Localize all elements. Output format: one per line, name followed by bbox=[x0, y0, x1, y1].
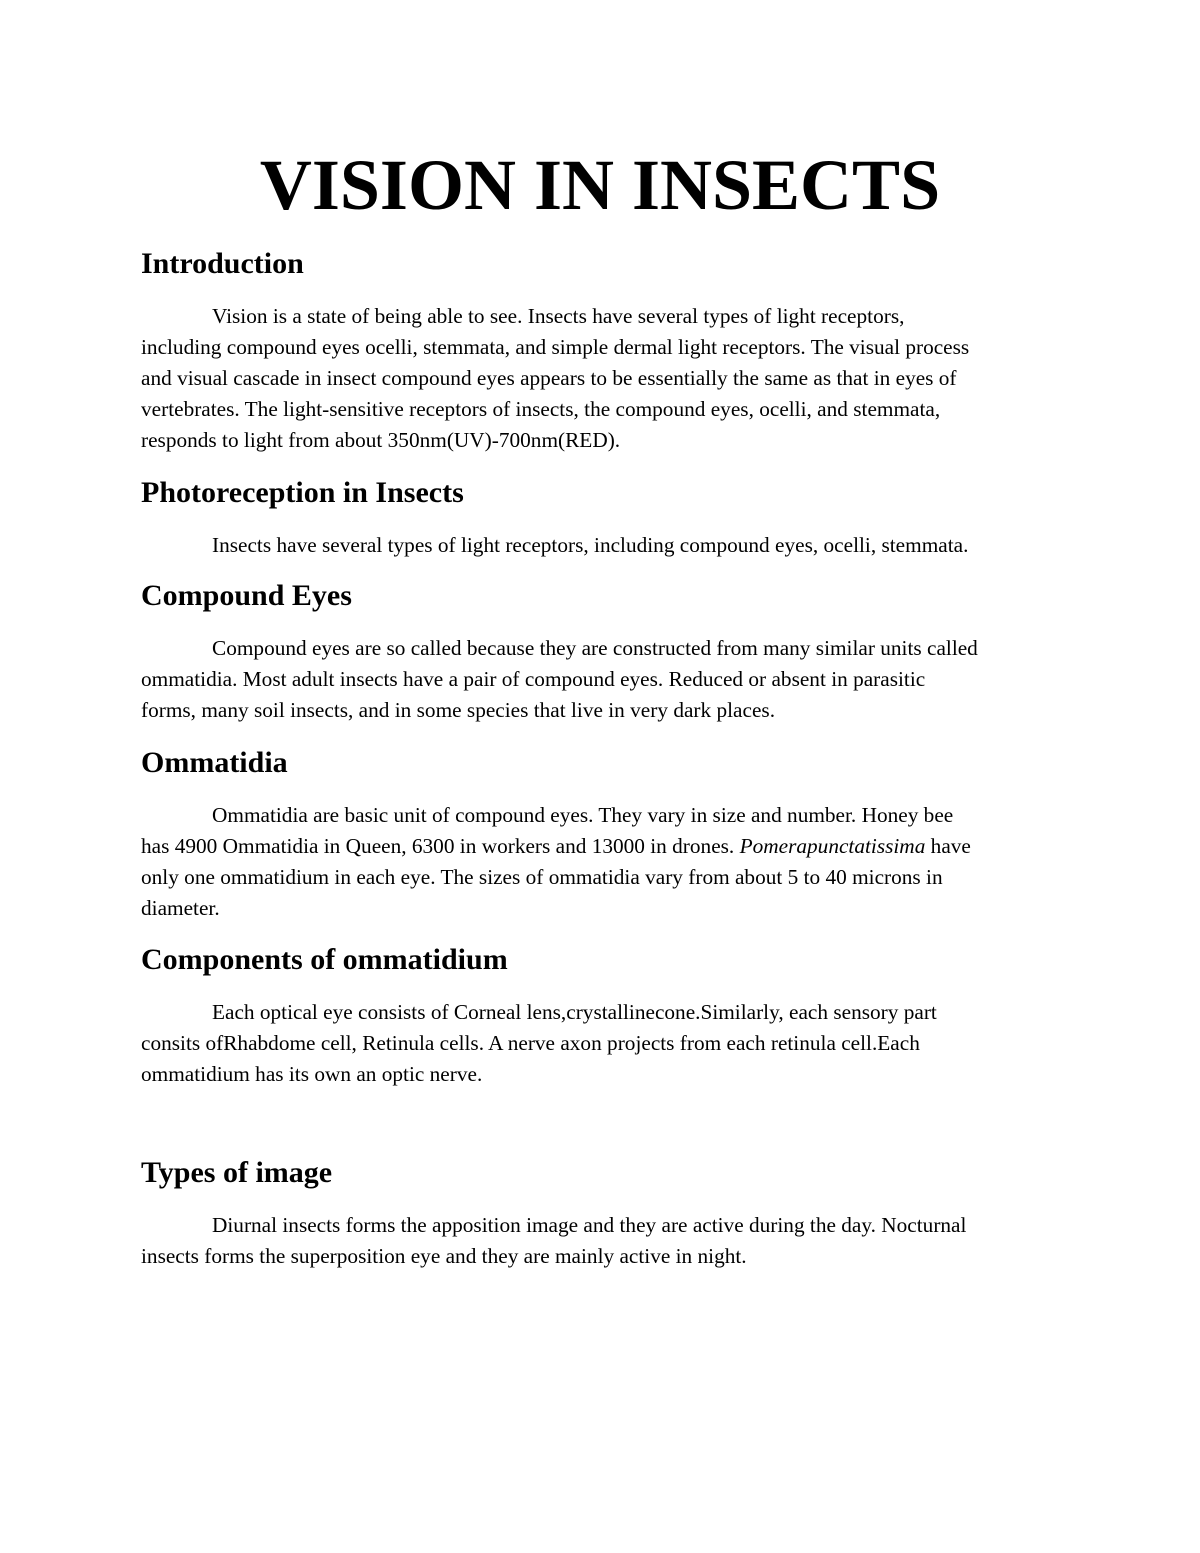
text-line-with-species bbox=[141, 831, 1061, 862]
text-line: and visual cascade in insect compound eyes appears to be essentially the same as that in eyes of bbox=[141, 366, 957, 390]
text-line: Vision is a state of being able to see. Insects have several types of light receptors, bbox=[212, 304, 905, 328]
paragraph-introduction bbox=[141, 301, 1061, 456]
text-line: Ommatidia are basic unit of compound eyes. They vary in size and number. Honey bee bbox=[212, 803, 954, 827]
text-line: responds to light from about 350nm(UV)-700nm(RED). bbox=[141, 428, 621, 452]
text-line: only one ommatidium in each eye. The sizes of ommatidia vary from about 5 to 40 microns in bbox=[141, 865, 943, 889]
text-line: Diurnal insects forms the apposition image and they are active during the day. Nocturnal bbox=[212, 1213, 967, 1237]
text-line: vertebrates. The light-sensitive receptors of insects, the compound eyes, ocelli, and stemmata, bbox=[141, 397, 941, 421]
heading-types-of-image: Types of image bbox=[141, 1156, 333, 1189]
text-line: Insects have several types of light receptors, including compound eyes, ocelli, stemmata. bbox=[212, 533, 969, 557]
text-line: ommatidium has its own an optic nerve. bbox=[141, 1062, 483, 1086]
paragraph-components-of-ommatidium bbox=[141, 997, 1061, 1090]
text-line: Compound eyes are so called because they are constructed from many similar units called bbox=[212, 636, 978, 660]
text-segment: have bbox=[925, 834, 971, 858]
text-line: insects forms the superposition eye and they are mainly active in night. bbox=[141, 1244, 747, 1268]
heading-components-of-ommatidium: Components of ommatidium bbox=[141, 943, 508, 976]
text-line: forms, many soil insects, and in some species that live in very dark places. bbox=[141, 698, 776, 722]
species-name: Pomerapunctatissima bbox=[739, 834, 926, 858]
text-segment: has 4900 Ommatidia in Queen, 6300 in workers and 13000 in drones. bbox=[141, 834, 740, 858]
paragraph-ommatidia bbox=[141, 800, 1061, 924]
text-line: ommatidia. Most adult insects have a pair of compound eyes. Reduced or absent in parasitic bbox=[141, 667, 926, 691]
document-title: VISION IN INSECTS bbox=[259, 145, 941, 225]
paragraph-compound-eyes bbox=[141, 633, 1061, 726]
text-line: diameter. bbox=[141, 896, 220, 920]
text-line: including compound eyes ocelli, stemmata, and simple dermal light receptors. The visual process bbox=[141, 335, 970, 359]
heading-ommatidia: Ommatidia bbox=[141, 746, 288, 779]
paragraph-types-of-image bbox=[141, 1210, 1061, 1272]
paragraph-photoreception bbox=[141, 530, 1061, 561]
heading-introduction: Introduction bbox=[141, 247, 304, 280]
heading-photoreception: Photoreception in Insects bbox=[141, 476, 464, 509]
text-line: Each optical eye consists of Corneal lens,crystallinecone.Similarly, each sensory part bbox=[212, 1000, 937, 1024]
heading-compound-eyes: Compound Eyes bbox=[141, 579, 352, 612]
text-line: consits ofRhabdome cell, Retinula cells. A nerve axon projects from each retinula cell.Each bbox=[141, 1031, 920, 1055]
